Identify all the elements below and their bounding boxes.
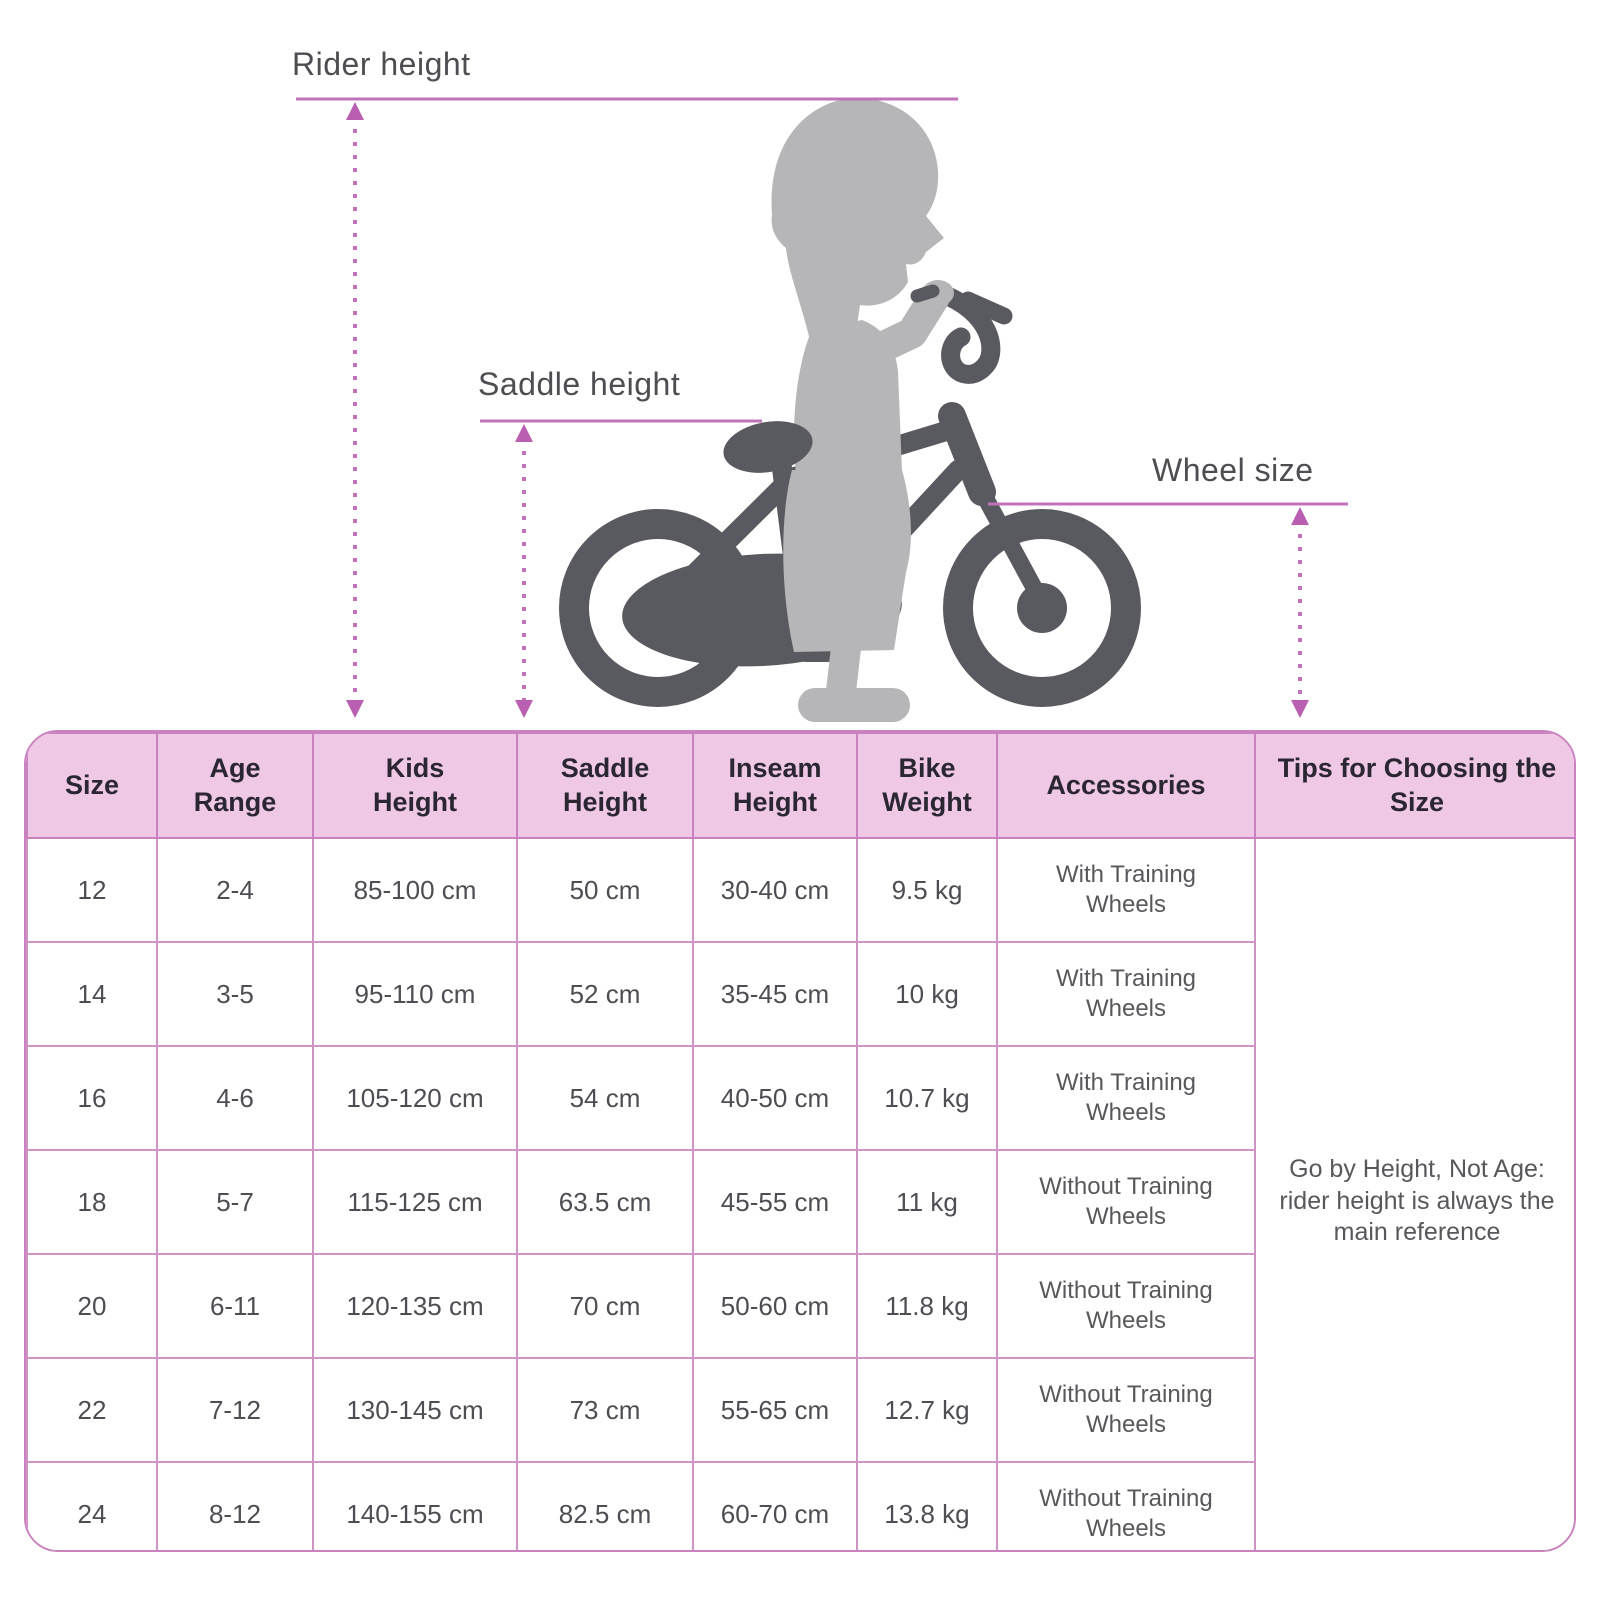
table-cell: 73 cm (517, 1358, 693, 1462)
table-cell: 60-70 cm (693, 1462, 857, 1552)
table-cell: 20 (27, 1254, 157, 1358)
table-cell: 22 (27, 1358, 157, 1462)
table-cell: 11 kg (857, 1150, 997, 1254)
table-cell: 95-110 cm (313, 942, 517, 1046)
table-cell: 45-55 cm (693, 1150, 857, 1254)
table-cell: 130-145 cm (313, 1358, 517, 1462)
table-cell: 70 cm (517, 1254, 693, 1358)
arrow-up-icon (346, 102, 364, 120)
arrow-up-icon (515, 424, 533, 442)
table-cell: 6-11 (157, 1254, 313, 1358)
table-cell: 30-40 cm (693, 838, 857, 942)
rider-arm (868, 298, 934, 354)
table-cell: 7-12 (157, 1358, 313, 1462)
column-header-kids-height: Kids Height (313, 733, 517, 838)
table-cell-accessories: With Training Wheels (997, 838, 1255, 942)
table-cell: 3-5 (157, 942, 313, 1046)
table-cell-accessories: With Training Wheels (997, 1046, 1255, 1150)
table-cell: 140-155 cm (313, 1462, 517, 1552)
rider-shoe (798, 688, 910, 722)
table-cell: 9.5 kg (857, 838, 997, 942)
diagram-illustration (0, 0, 1600, 730)
table-cell: 105-120 cm (313, 1046, 517, 1150)
table-cell: 40-50 cm (693, 1046, 857, 1150)
arrow-down-icon (346, 700, 364, 718)
table-cell: 14 (27, 942, 157, 1046)
table-header-row (27, 733, 1576, 838)
table-cell: 18 (27, 1150, 157, 1254)
child-rider-silhouette (772, 98, 954, 722)
arrow-down-icon (1291, 700, 1309, 718)
table-cell-accessories: With Training Wheels (997, 942, 1255, 1046)
table-cell: 5-7 (157, 1150, 313, 1254)
table-cell: 16 (27, 1046, 157, 1150)
table-cell: 52 cm (517, 942, 693, 1046)
table-cell: 82.5 cm (517, 1462, 693, 1552)
table-cell: 50-60 cm (693, 1254, 857, 1358)
arrow-down-icon (515, 700, 533, 718)
table-cell: 2-4 (157, 838, 313, 942)
table-cell: 85-100 cm (313, 838, 517, 942)
table-cell: 115-125 cm (313, 1150, 517, 1254)
handlebar-grip-end (917, 291, 933, 296)
table-cell: 8-12 (157, 1462, 313, 1552)
table-cell: 4-6 (157, 1046, 313, 1150)
table-cell-accessories: Without Training Wheels (997, 1150, 1255, 1254)
rider-shorts (783, 470, 911, 652)
column-header-size: Size (27, 733, 157, 838)
saddle-height-label: Saddle height (478, 366, 681, 402)
tips-cell: Go by Height, Not Age: rider height is always the main reference (1255, 838, 1576, 1552)
table-cell: 24 (27, 1462, 157, 1552)
table-cell: 120-135 cm (313, 1254, 517, 1358)
column-header-inseam-height: Inseam Height (693, 733, 857, 838)
column-header-bike-weight: Bike Weight (857, 733, 997, 838)
table-cell-accessories: Without Training Wheels (997, 1358, 1255, 1462)
size-table (24, 730, 1576, 1552)
table-cell: 55-65 cm (693, 1358, 857, 1462)
size-table-grid (26, 732, 1576, 1552)
table-cell: 54 cm (517, 1046, 693, 1150)
table-cell: 11.8 kg (857, 1254, 997, 1358)
column-header-tips: Tips for Choosing the Size (1255, 733, 1576, 838)
table-cell: 10 kg (857, 942, 997, 1046)
table-cell: 35-45 cm (693, 942, 857, 1046)
table-cell-accessories: Without Training Wheels (997, 1462, 1255, 1552)
column-header-accessories: Accessories (997, 733, 1255, 838)
table-cell: 12.7 kg (857, 1358, 997, 1462)
table-row (27, 838, 1576, 942)
table-cell: 10.7 kg (857, 1046, 997, 1150)
column-header-saddle-height: Saddle Height (517, 733, 693, 838)
table-cell: 13.8 kg (857, 1462, 997, 1552)
arrow-up-icon (1291, 507, 1309, 525)
table-cell: 50 cm (517, 838, 693, 942)
table-cell-accessories: Without Training Wheels (997, 1254, 1255, 1358)
table-cell: 63.5 cm (517, 1150, 693, 1254)
size-diagram (0, 0, 1600, 730)
wheel-size-label: Wheel size (1152, 452, 1314, 488)
column-header-age-range: Age Range (157, 733, 313, 838)
rider-height-label: Rider height (292, 46, 471, 82)
table-cell: 12 (27, 838, 157, 942)
